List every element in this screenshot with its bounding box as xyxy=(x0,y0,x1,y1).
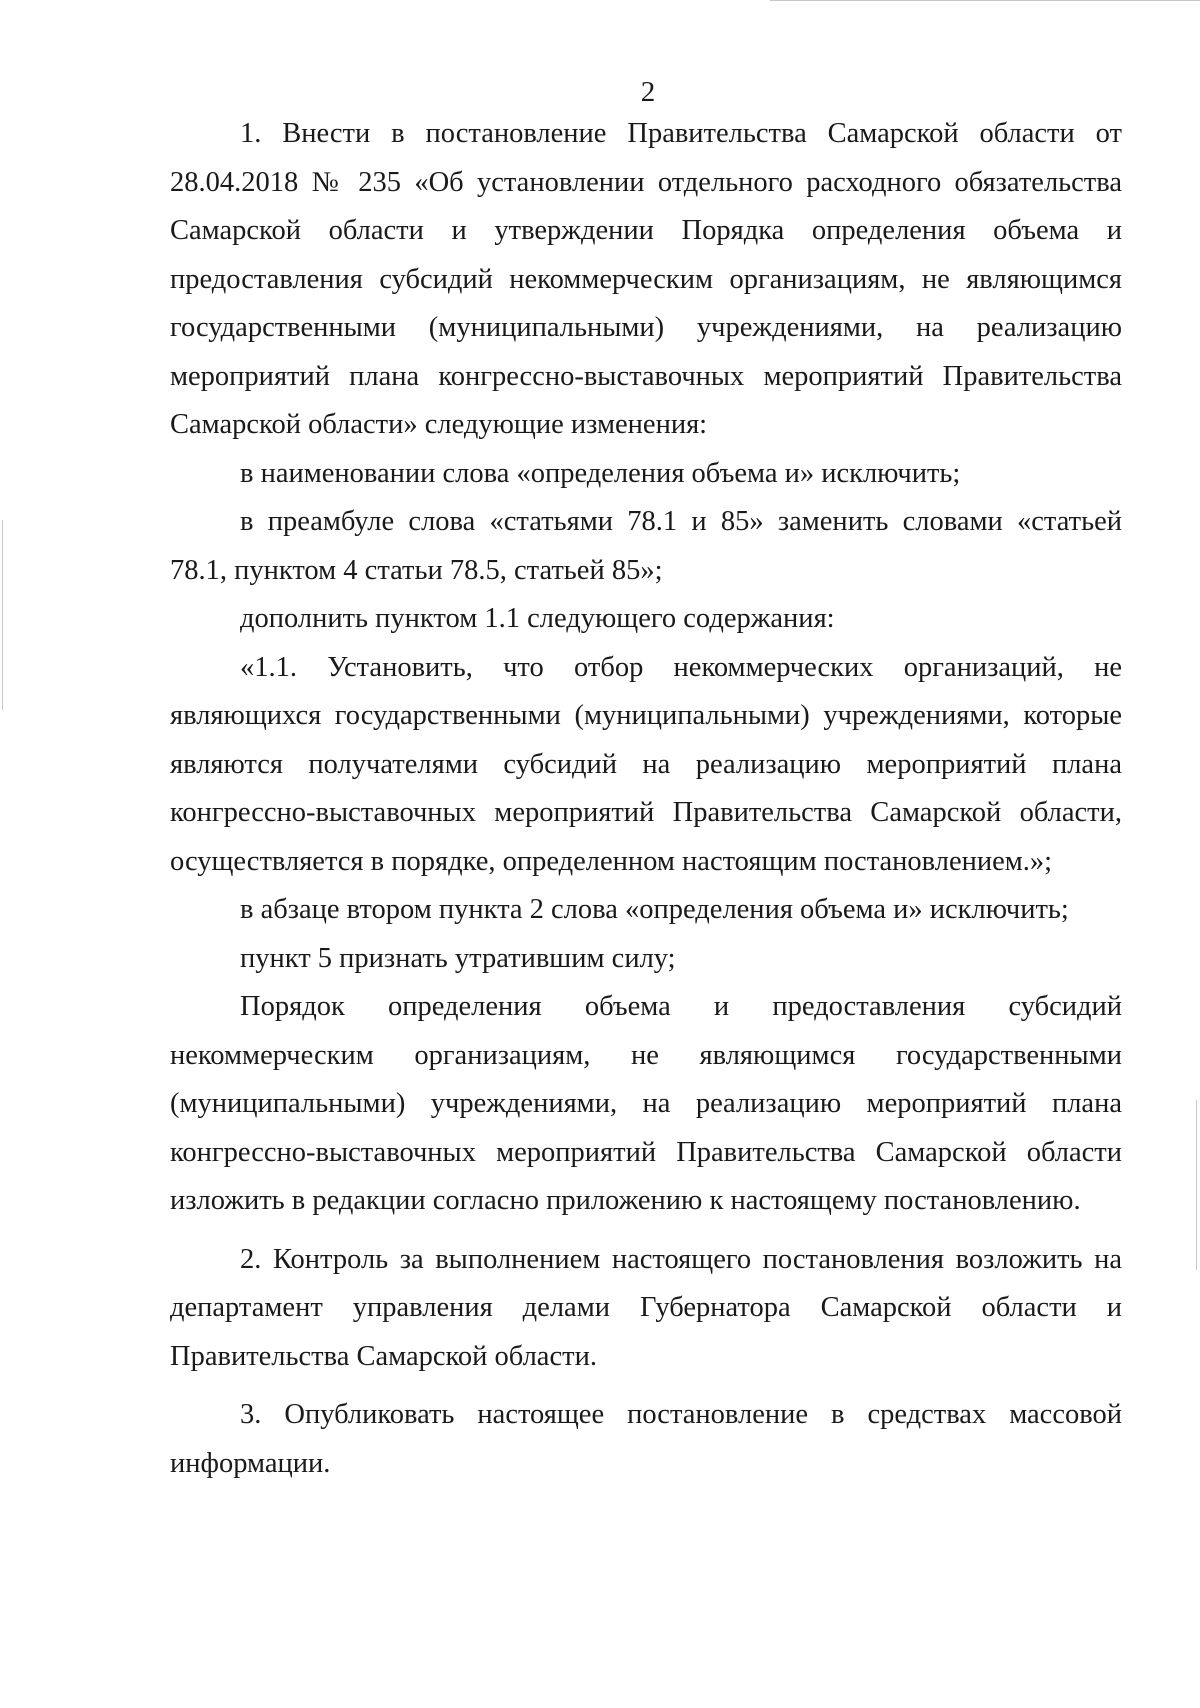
paragraph-item-2-change: в абзаце втором пункта 2 слова «определения объема и» исключить; xyxy=(240,894,1069,925)
paragraph-item-3-publish: 3. Опубликовать настоящее постановление в средствах массовой информации. xyxy=(170,1399,1122,1479)
paragraph-item-1-1: «1.1. Установить, что отбор некоммерческих организаций, не являющихся государственными (муниципальными) учреждениями, которые являются получателями субсидий на реализацию мероприятий плана конгрессно-выставочных мероприятий Правительства Самарской области, осуществляется в порядке, определенном настоящим постановлением.»; xyxy=(170,651,1122,877)
page-number: 2 xyxy=(640,76,656,108)
scan-artifact-left-edge xyxy=(2,520,3,710)
document-body xyxy=(170,110,1122,1488)
scan-artifact-right-edge xyxy=(1196,1100,1197,1270)
paragraph-item-1-intro: 1. Внести в постановление Правительства Самарской области от 28.04.2018 № 235 «Об установлении отдельного расходного обязательства Самарской области и утверждении Порядка определения объема и предоставления субсидий некоммерческим организациям, не являющимся государственными (муниципальными) учреждениями, на реализацию мероприятий плана конгрессно-выставочных мероприятий Правительства Самарской области» следующие изменения: xyxy=(170,118,1122,440)
paragraph-title-change: в наименовании слова «определения объема и» исключить; xyxy=(240,457,961,489)
paragraph-preamble-change: в преамбуле слова «статьями 78.1 и 85» заменить словами «статьей 78.1, пунктом 4 статьи 78.5, статьей 85»; xyxy=(170,506,1122,586)
paragraph-procedure-restate: Порядок определения объема и предоставления субсидий некоммерческим организациям, не являющимся государственными (муниципальными) учреждениями, на реализацию мероприятий плана конгрессно-выставочных мероприятий Правительства Самарской области изложить в редакции согласно приложению к настоящему постановлению. xyxy=(170,991,1122,1216)
paragraph-add-item: дополнить пунктом 1.1 следующего содержания: xyxy=(240,603,835,634)
paragraph-item-2-control: 2. Контроль за выполнением настоящего постановления возложить на департамент управления делами Губернатора Самарской области и Правительства Самарской области. xyxy=(170,1243,1122,1372)
paragraph-item-5-repeal: пункт 5 признать утратившим силу; xyxy=(240,942,676,974)
scan-artifact-top-line xyxy=(770,0,1200,1)
